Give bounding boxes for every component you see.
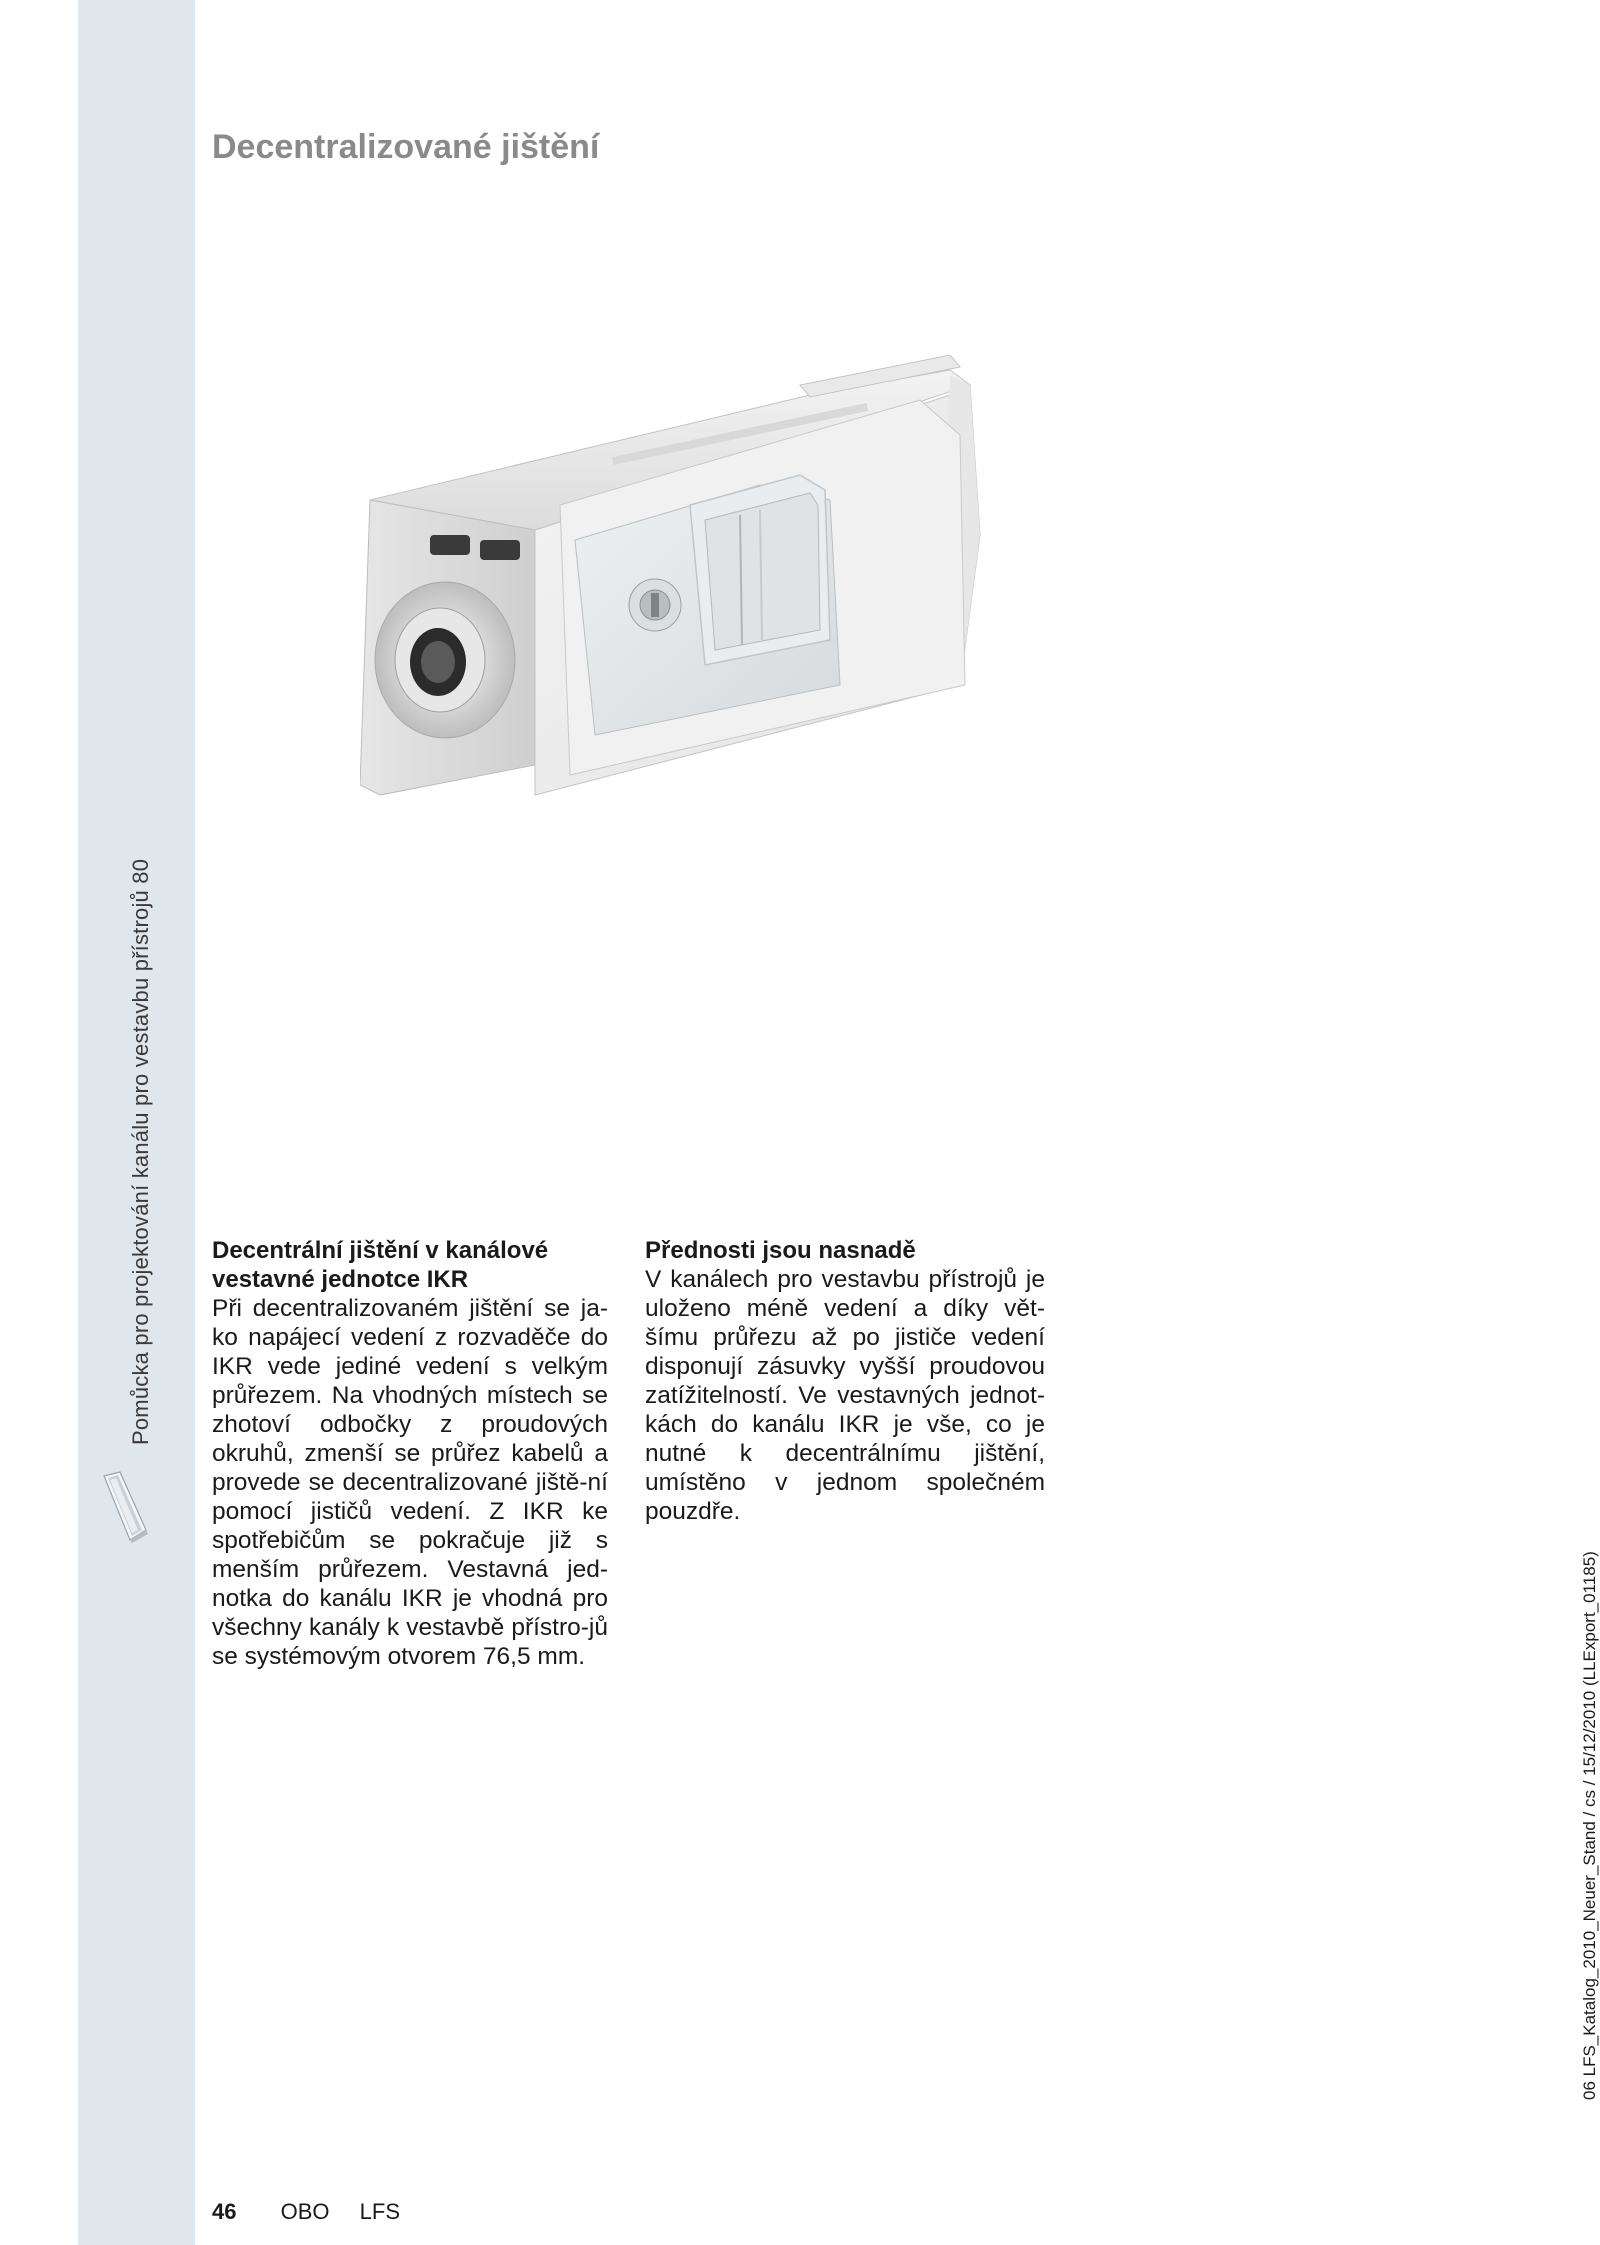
right-column (645, 1236, 1045, 1526)
right-heading: Přednosti jsou nasnadě (645, 1237, 916, 1264)
page-footer (212, 2199, 424, 2225)
channel-profile-icon (100, 1470, 150, 1544)
page-number: 46 (212, 2199, 237, 2224)
left-heading-line1: Decentrální jištění v kanálové (212, 1237, 549, 1264)
left-body: Při decentralizovaném jištění se ja-ko napájecí vedení z rozvaděče do IKR vede jediné vedení s velkým průřezem. Na vhodných místech se zhotoví odbočky z proudových okruhů, zmenší se průřez kabelů a provede se decentralizované jiště-ní pomocí jističů vedení. Z IKR ke spotřebičům se pokračuje již s menším průřezem. Vestavná jed-notka do kanálu IKR je vhodná pro všechny kanály k vestavbě přístro-jů se systémovým otvorem 76,5 mm. (212, 1295, 608, 1670)
left-heading-line2: vestavné jednotce IKR (212, 1266, 469, 1293)
left-column (212, 1236, 608, 1671)
left-heading (212, 1236, 608, 1294)
footer-brand: OBO (280, 2199, 330, 2224)
print-meta: 06 LFS_Katalog_2010_Neuer_Stand / cs / 15/12/2010 (LLExport_01185) (1580, 1551, 1599, 2100)
footer-section: LFS (359, 2199, 400, 2224)
page-title: Decentralizované jištění (212, 128, 600, 166)
product-image (360, 355, 1360, 1125)
right-body: V kanálech pro vestavbu přístrojů je uloženo méně vedení a díky vět-šímu průřezu až po jističe vedení disponují zásuvky vyšší proudovou zatížitelností. Ve vestavných jednot-kách do kanálu IKR je vše, co je nutné k decentrálnímu jištění, umístěno v jednom společném pouzdře. (645, 1266, 1045, 1525)
sidebar-label: Pomůcka pro projektování kanálu pro vestavbu přístrojů 80 (128, 858, 153, 1445)
